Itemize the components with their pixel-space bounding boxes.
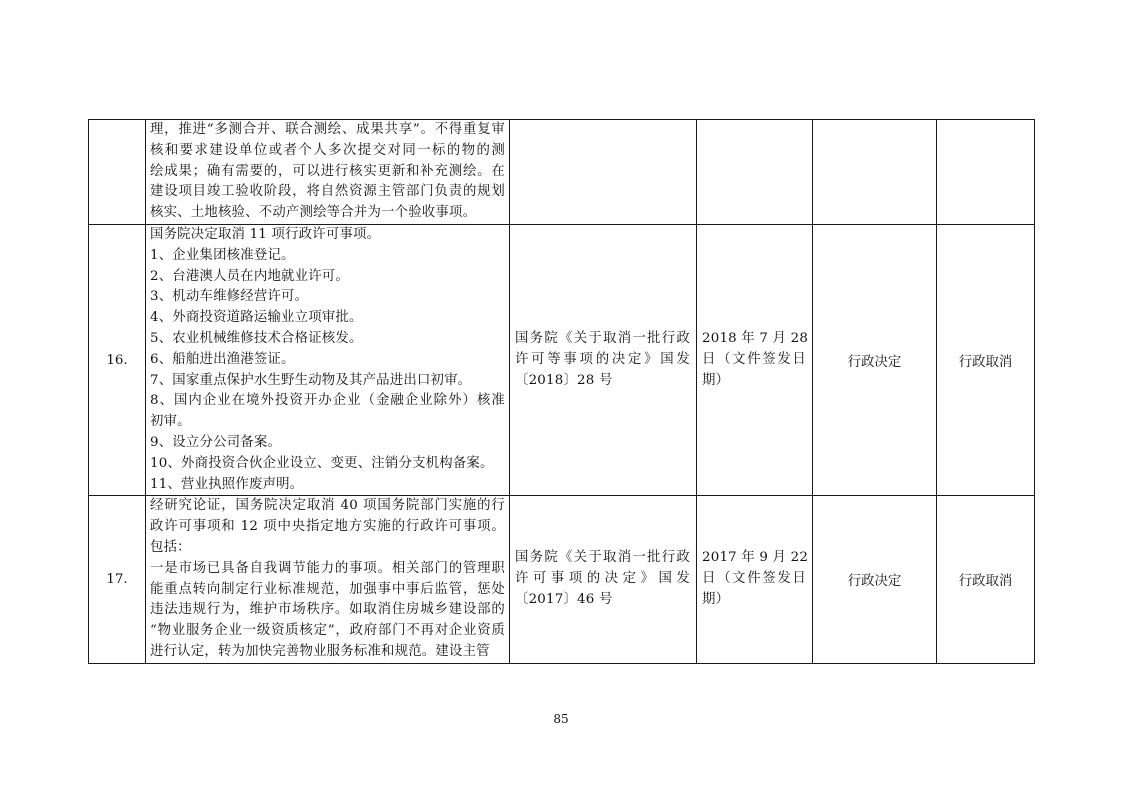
basis-cell <box>510 496 697 663</box>
content-line: 7、国家重点保护水生野生动物及其产品进出口初审。 <box>150 372 472 388</box>
content-line: 4、外商投资道路运输业立项审批。 <box>150 310 363 326</box>
type-cell: 行政决定 <box>813 224 937 495</box>
content-line: 初审。 <box>150 414 191 430</box>
content-line: 8、国内企业在境外投资开办企业（金融企业除外）核准 <box>150 393 505 409</box>
content-line: 经研究论证，国务院决定取消 40 项国务院部门实施的行 <box>150 498 505 514</box>
content-line: 进行认定，转为加快完善物业服务标准和规范。建设主管 <box>150 643 490 659</box>
content-line: 6、船舶进出渔港签证。 <box>150 351 295 367</box>
table-row <box>89 496 1035 663</box>
date-cell <box>697 496 813 663</box>
basis-line: 许可事项的决定》国发 <box>515 571 690 587</box>
date-line: 期） <box>702 372 730 388</box>
content-line: 11、营业执照作废声明。 <box>150 476 304 492</box>
content-line: 核和要求建设单位或者个人多次提交对同一标的物的测 <box>150 142 505 158</box>
content-cell <box>146 496 510 663</box>
action-cell <box>937 120 1035 225</box>
content-line: 政许可事项和 12 项中央指定地方实施的行政许可事项。 <box>150 519 505 535</box>
date-line: 期） <box>702 591 730 607</box>
content-line: 一是市场已具备自我调节能力的事项。相关部门的管理职 <box>150 560 505 576</box>
content-line: 10、外商投资合伙企业设立、变更、注销分支机构备案。 <box>150 455 494 471</box>
row-number-cell: 16. <box>89 224 146 495</box>
date-line: 2017 年 9 月 22 <box>702 550 809 566</box>
basis-cell <box>510 120 697 225</box>
content-line: 1、企业集团核准登记。 <box>150 247 295 263</box>
content-line: 包括： <box>150 539 191 555</box>
basis-line: 〔2017〕46 号 <box>515 591 613 607</box>
date-cell <box>697 120 813 225</box>
content-line: 核实、土地核验、不动产测绘等合并为一个验收事项。 <box>150 205 477 221</box>
content-line: “物业服务企业一级资质核定”，政府部门不再对企业资质 <box>150 623 505 639</box>
content-cell <box>146 224 510 495</box>
date-line: 日（文件签发日 <box>702 571 806 587</box>
content-line: 国务院决定取消 11 项行政许可事项。 <box>150 226 381 242</box>
basis-line: 国务院《关于取消一批行政 <box>515 550 690 566</box>
content-line: 3、机动车维修经营许可。 <box>150 289 309 305</box>
content-line: 理，推进“多测合并、联合测绘、成果共享”。不得重复审 <box>150 122 505 137</box>
content-line: 9、设立分公司备案。 <box>150 434 282 450</box>
policy-table <box>88 119 1035 664</box>
table-row <box>89 120 1035 225</box>
content-line: 建设项目竣工验收阶段，将自然资源主管部门负责的规划 <box>150 184 505 200</box>
basis-line: 许可等事项的决定》国发 <box>515 351 690 367</box>
date-line: 2018 年 7 月 28 <box>702 330 809 346</box>
content-line: 能重点转向制定行业标准规范，加强事中事后监管，惩处 <box>150 581 505 597</box>
action-cell: 行政取消 <box>937 496 1035 663</box>
content-line: 违法违规行为，维护市场秩序。如取消住房城乡建设部的 <box>150 602 505 618</box>
basis-cell <box>510 224 697 495</box>
row-number-cell: 17. <box>89 496 146 663</box>
basis-line: 〔2018〕28 号 <box>515 372 613 388</box>
page-number: 85 <box>553 712 569 726</box>
type-cell <box>813 120 937 225</box>
date-line: 日（文件签发日 <box>702 351 806 367</box>
table-body <box>89 120 1035 664</box>
basis-line: 国务院《关于取消一批行政 <box>515 330 690 346</box>
action-cell: 行政取消 <box>937 224 1035 495</box>
content-cell <box>146 120 510 225</box>
type-cell: 行政决定 <box>813 496 937 663</box>
table-row <box>89 224 1035 495</box>
content-line: 5、农业机械维修技术合格证核发。 <box>150 330 363 346</box>
content-line: 2、台港澳人员在内地就业许可。 <box>150 268 349 284</box>
row-number-cell <box>89 120 146 225</box>
content-line: 绘成果；确有需要的，可以进行核实更新和补充测绘。在 <box>150 163 505 179</box>
date-cell <box>697 224 813 495</box>
